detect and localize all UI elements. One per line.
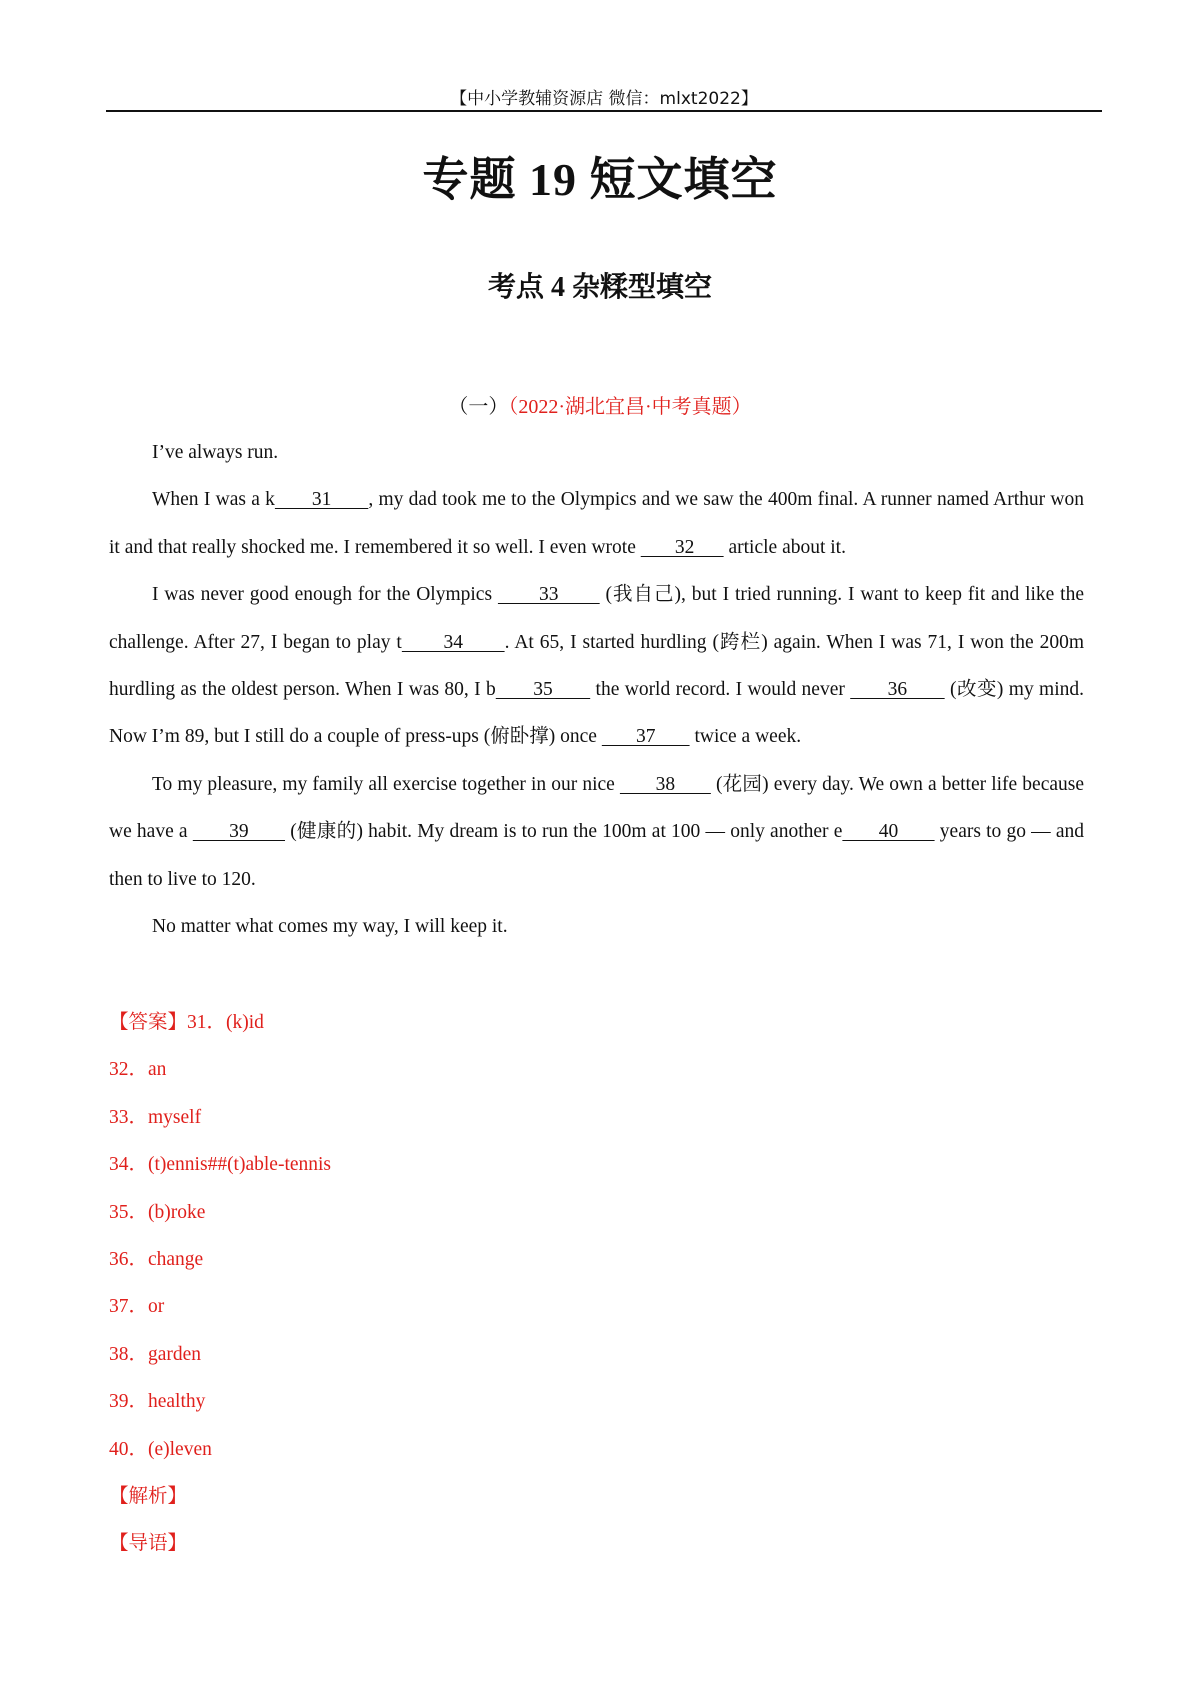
- text: twice a week.: [689, 726, 802, 748]
- header-rule: [106, 110, 1102, 112]
- text: years to go — and then to live to 120.: [109, 821, 1085, 890]
- intro-label: 【导语】: [109, 1533, 188, 1555]
- passage: [109, 429, 1084, 950]
- blank-35: 35: [495, 679, 591, 701]
- paragraph-1: I’ve always run.: [152, 442, 279, 463]
- blank-33: 33: [497, 584, 600, 606]
- text: I was never good enough for the Olympics: [152, 584, 498, 606]
- paragraph-4: [109, 761, 1084, 903]
- question-source: [0, 390, 1200, 419]
- paragraph-3: [109, 571, 1084, 761]
- answer-text: 31．(k)id: [187, 1012, 264, 1033]
- text: (花园) every day. We own a better life because we have a: [109, 773, 1084, 843]
- text: (我自己), but I tried running. I want to keep fit and like the challenge. After 27, I began to play t: [109, 584, 1085, 653]
- blank-40: 40: [842, 821, 935, 843]
- text: . At 65, I started hurdling (跨栏) again. When I was 71, I won the 200m hurdling as the oldest person. When I was 80, I b: [109, 631, 1085, 701]
- page-header: 【中小学教辅资源店 微信：mlxt2022】: [450, 89, 758, 109]
- blank-31: 31: [274, 489, 369, 511]
- answer-34: 34．(t)ennis##(t)able-tennis: [109, 1154, 332, 1176]
- answer-31: [109, 999, 331, 1046]
- blank-38: 38: [619, 773, 711, 795]
- text: (改变) my mind. Now I’m 89, but I still do a couple of press-ups (俯卧撑) once: [109, 679, 1085, 748]
- blank-32: 32: [640, 536, 724, 558]
- answer-40: 40．(e)leven: [109, 1438, 212, 1460]
- text: article about it.: [723, 536, 846, 558]
- blank-39: 39: [192, 821, 286, 843]
- text: , my dad took me to the Olympics and we saw the 400m final. A runner named Arthur won it and that really shocked me. I remembered it so well. I even wrote: [109, 489, 1084, 558]
- answer-33: 33．myself: [109, 1106, 202, 1128]
- source-text: （2022·湖北宜昌·中考真题）: [508, 396, 752, 418]
- answer-35: 35．(b)roke: [109, 1201, 206, 1223]
- answer-32: 32．an: [109, 1059, 167, 1081]
- analysis-label: 【解析】: [109, 1486, 188, 1508]
- page-title: 专题 19 短文填空: [422, 154, 778, 205]
- blank-37: 37: [601, 726, 690, 748]
- text: the world record. I would never: [590, 679, 851, 701]
- blank-36: 36: [850, 679, 945, 701]
- answer-section: [109, 999, 331, 1568]
- paragraph-2: [109, 476, 1084, 571]
- answer-37: 37．or: [109, 1296, 165, 1318]
- answer-label: 【答案】: [109, 1012, 188, 1033]
- answer-38: 38．garden: [109, 1343, 202, 1365]
- text: To my pleasure, my family all exercise together in our nice: [152, 773, 620, 795]
- text: When I was a k: [152, 489, 275, 511]
- source-prefix: （一）: [448, 396, 509, 418]
- answer-39: 39．healthy: [109, 1391, 206, 1413]
- section-subtitle: 考点 4 杂糅型填空: [487, 272, 712, 303]
- paragraph-5: No matter what comes my way, I will keep it.: [152, 916, 508, 938]
- blank-34: 34: [401, 631, 505, 653]
- text: (健康的) habit. My dream is to run the 100m at 100 — only another e: [285, 821, 843, 843]
- answer-36: 36．change: [109, 1249, 204, 1271]
